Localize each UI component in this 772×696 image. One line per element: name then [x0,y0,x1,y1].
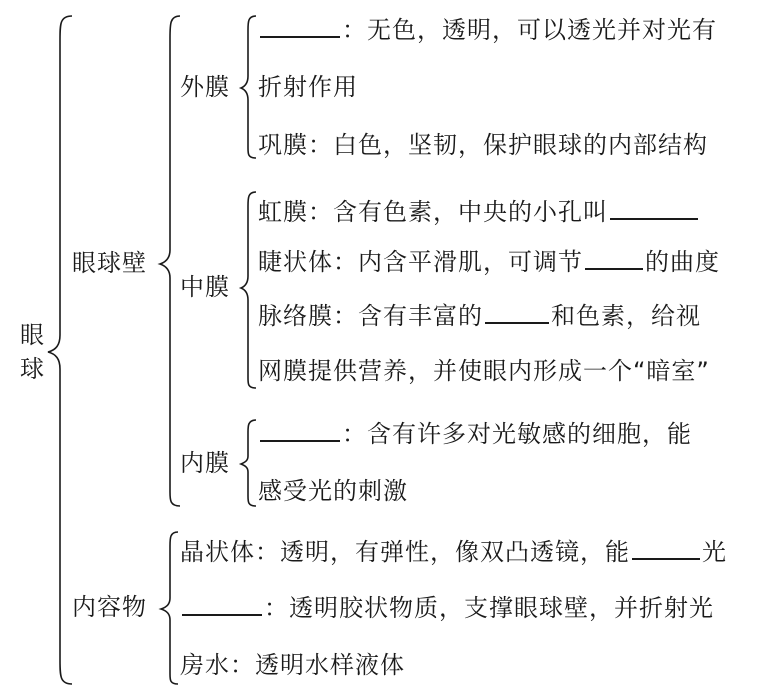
lens-blank [632,536,700,560]
root-char-2: 球 [20,355,44,383]
contents-label: 内容物 [72,593,147,621]
vitreous-text: ：透明胶状物质，支撑眼球壁，并折射光 [264,594,714,622]
lens-line [180,536,727,567]
choroid-blank [485,300,549,324]
sclera-line: 巩膜：白色，坚韧，保护眼球的内部结构 [258,131,708,159]
choroid-text: 脉络膜：含有丰富的 [258,302,483,330]
brace-contents [161,532,178,684]
choroid-line [258,300,701,331]
outer-label: 外膜 [180,73,230,101]
ciliary-text: 睫状体：内含平滑肌，可调节 [258,248,583,276]
retina-text: ：含有许多对光敏感的细胞，能 [342,420,692,448]
retina-cont: 感受光的刺激 [258,477,408,505]
brace-root [48,16,72,684]
brace-outer [241,16,256,158]
aqueous-line: 房水：透明水样液体 [180,651,405,679]
cornea-text: ：无色，透明，可以透光并对光有 [342,16,717,44]
iris-blank [610,196,698,220]
brace-wall [160,16,180,506]
root-char-1: 眼 [20,321,44,349]
iris-text: 虹膜：含有色素，中央的小孔叫 [258,198,608,226]
middle-label: 中膜 [180,273,230,301]
cornea-line [258,14,717,45]
vitreous-blank [182,592,262,616]
ciliary-line [258,246,720,277]
lens-text: 晶状体：透明，有弹性，像双凸透镜，能 [180,538,630,566]
root-label [18,318,46,386]
ciliary-blank [585,246,643,270]
vitreous-line [180,592,714,623]
brace-inner [241,420,256,506]
cornea-cont: 折射作用 [258,73,358,101]
brace-middle [241,192,256,388]
iris-line [258,196,700,227]
ciliary-suffix: 的曲度 [645,248,720,276]
choroid-cont: 网膜提供营养，并使眼内形成一个“暗室” [258,357,710,385]
retina-blank [260,418,340,442]
retina-line [258,418,692,449]
cornea-blank [260,14,340,38]
choroid-suffix: 和色素，给视 [551,302,701,330]
lens-suffix: 光 [702,538,727,566]
wall-label: 眼球壁 [72,249,147,277]
inner-label: 内膜 [180,449,230,477]
